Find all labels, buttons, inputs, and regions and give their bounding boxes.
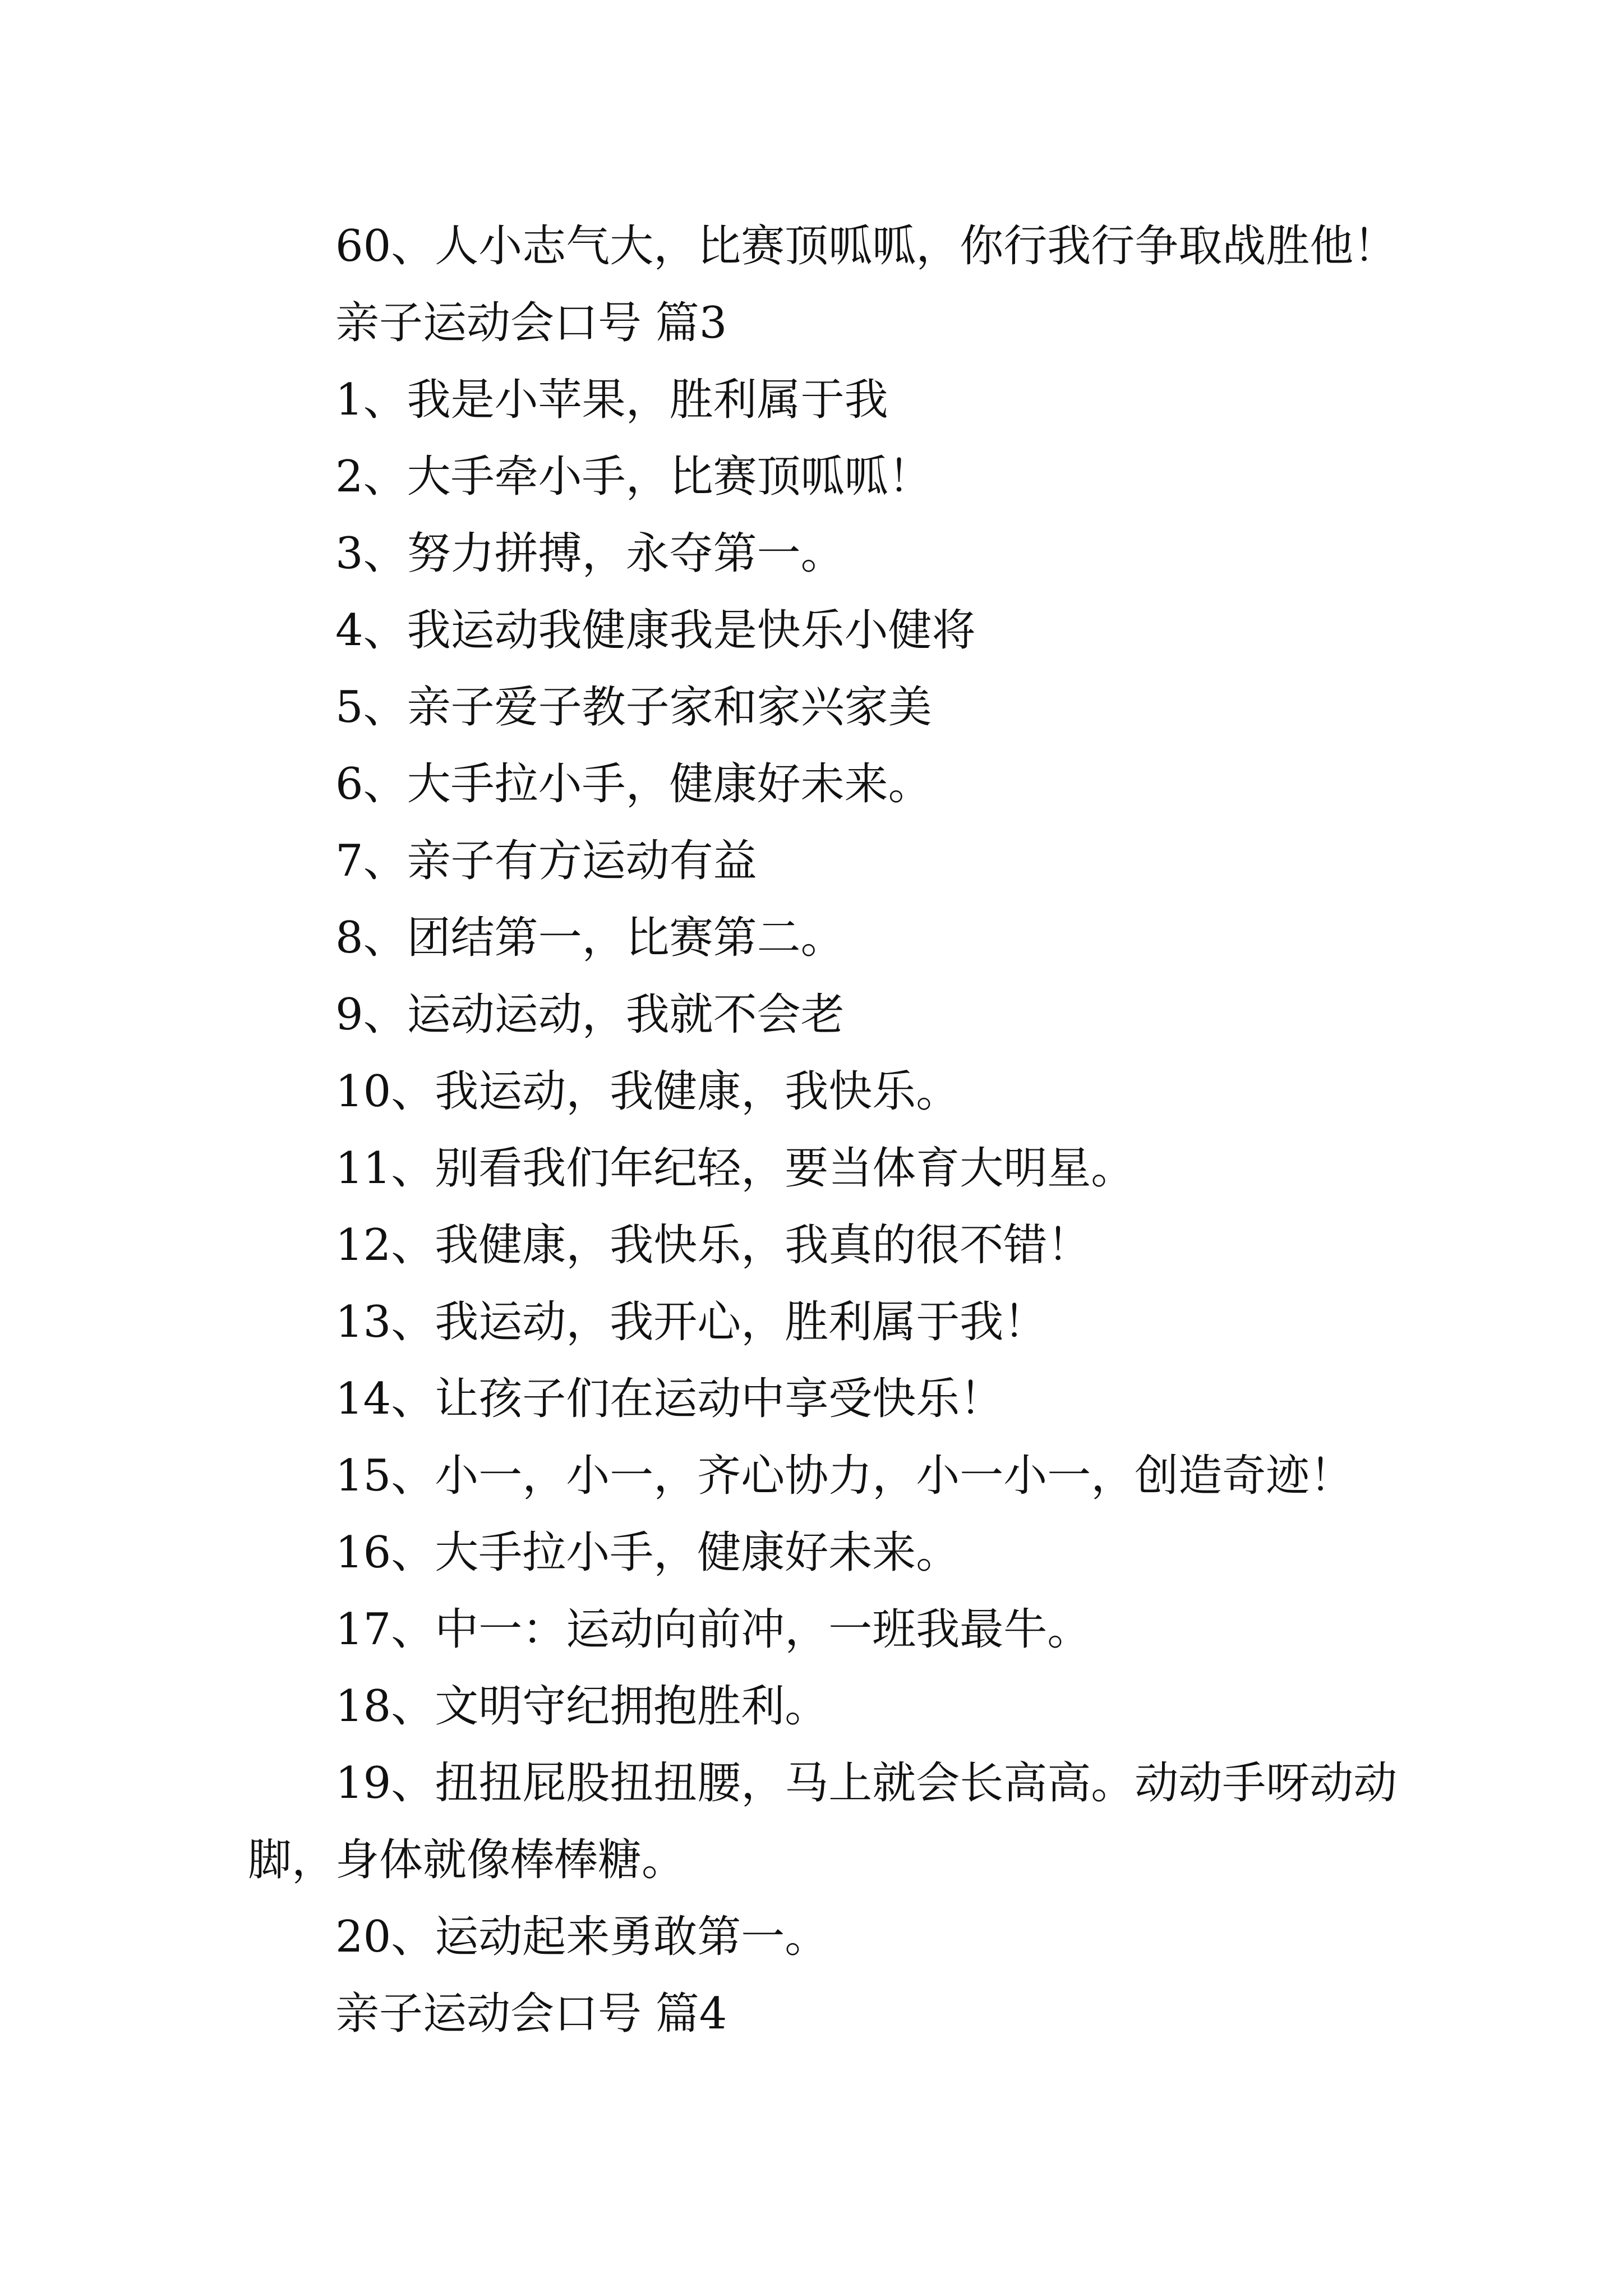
slogan-item-10: 10、我运动，我健康，我快乐。 <box>335 1066 960 1117</box>
slogan-item-19-line-1: 19、扭扭屁股扭扭腰，马上就会长高高。动动手呀动动 <box>335 1758 1398 1809</box>
slogan-item-6: 6、大手拉小手，健康好未来。 <box>335 759 932 809</box>
section-heading-4: 亲子运动会口号 篇4 <box>335 1989 727 2039</box>
slogan-item-4: 4、我运动我健康我是快乐小健将 <box>335 605 976 656</box>
slogan-item-2: 2、大手牵小手，比赛顶呱呱！ <box>335 452 932 502</box>
slogan-item-11: 11、别看我们年纪轻，要当体育大明星。 <box>335 1143 1135 1194</box>
slogan-item-1: 1、我是小苹果，胜利属于我 <box>335 375 888 425</box>
slogan-item-12: 12、我健康，我快乐，我真的很不错！ <box>335 1220 1091 1271</box>
slogan-item-14: 14、让孩子们在运动中享受快乐！ <box>335 1374 1004 1424</box>
slogan-item-16: 16、大手拉小手，健康好未来。 <box>335 1527 960 1578</box>
slogan-item-13: 13、我运动，我开心，胜利属于我！ <box>335 1297 1048 1347</box>
slogan-item-60: 60、人小志气大，比赛顶呱呱，你行我行争取战胜他！ <box>335 221 1398 272</box>
slogan-item-5: 5、亲子爱子教子家和家兴家美 <box>335 682 932 733</box>
slogan-item-20: 20、运动起来勇敢第一。 <box>335 1912 829 1962</box>
slogan-item-8: 8、团结第一，比赛第二。 <box>335 913 845 963</box>
slogan-item-3: 3、努力拼搏，永夺第一。 <box>335 528 845 579</box>
slogan-item-7: 7、亲子有方运动有益 <box>335 836 757 886</box>
section-heading-3: 亲子运动会口号 篇3 <box>335 298 727 348</box>
slogan-item-17: 17、中一：运动向前冲，一班我最牛。 <box>335 1604 1091 1655</box>
slogan-item-9: 9、运动运动，我就不会老 <box>335 990 845 1040</box>
document-body <box>248 208 1426 2053</box>
slogan-item-18: 18、文明守纪拥抱胜利。 <box>335 1681 829 1732</box>
slogan-item-15: 15、小一，小一，齐心协力，小一小一，创造奇迹！ <box>335 1451 1354 1501</box>
slogan-item-19-line-2: 脚，身体就像棒棒糖。 <box>248 1835 686 1885</box>
